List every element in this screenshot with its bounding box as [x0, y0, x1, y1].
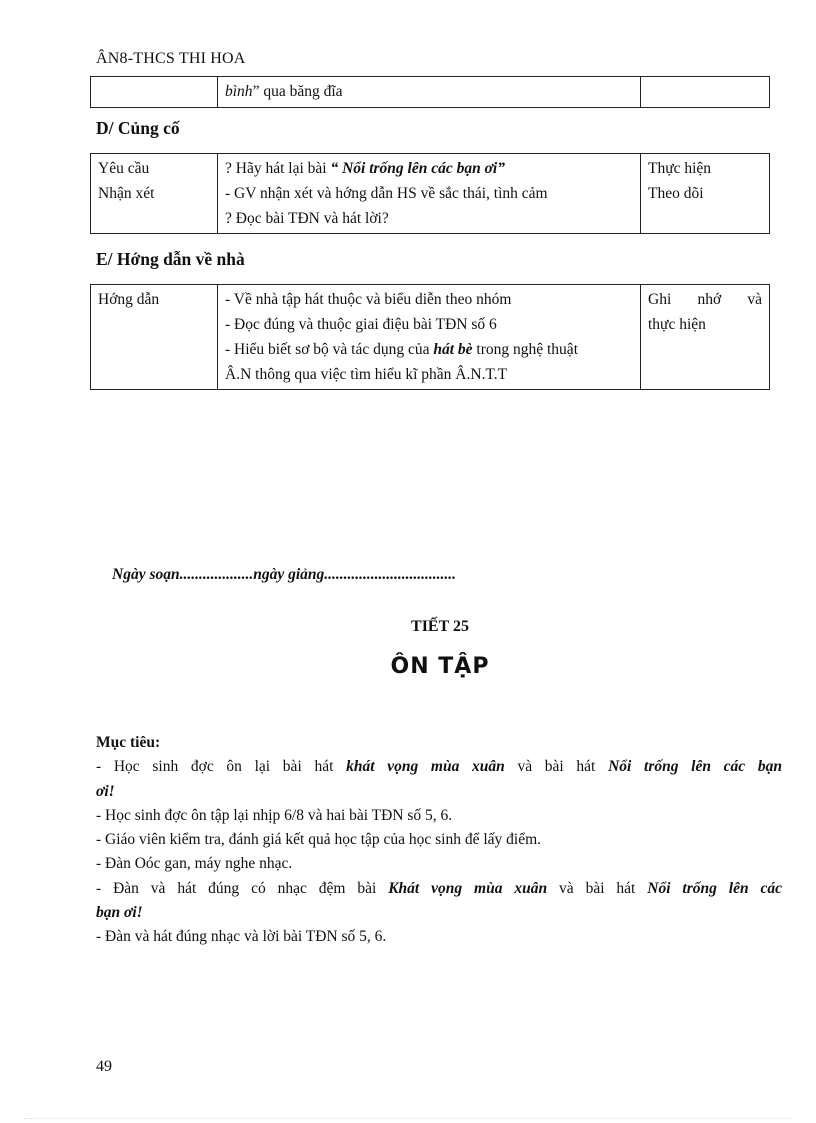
objective-item: - Đàn và hát đúng nhạc và lời bài TĐN số 5, 6. — [96, 928, 387, 946]
objectives-block — [96, 731, 782, 950]
cell-text: thực hiện — [648, 316, 706, 333]
objective-continuation: bạn ơi! — [96, 904, 143, 922]
song-title: Nổi trống lên các — [647, 879, 782, 897]
cell-text: - Đọc đúng và thuộc giai điệu bài TĐN số 6 — [225, 316, 497, 333]
cell-text: qua băng đĩa — [259, 83, 343, 100]
cell-text: ? Hãy hát lại bài — [225, 160, 331, 177]
objective-item — [96, 755, 782, 779]
cell-text: - GV nhận xét và hớng dẫn HS về sắc thái, tình cảm — [225, 185, 548, 202]
table-cell — [218, 154, 641, 234]
consolidation-table — [90, 153, 770, 234]
objective-text: và bài hát — [504, 758, 609, 776]
emphasis-text: hát bè — [433, 341, 473, 358]
objective-text: và bài hát — [547, 879, 648, 897]
lesson-table-continued — [90, 76, 770, 108]
table-cell — [641, 77, 770, 108]
footer-divider — [24, 1118, 792, 1119]
table-cell — [91, 154, 218, 234]
objective-item — [96, 877, 782, 901]
lesson-title: ÔN TẬP — [390, 654, 490, 679]
objective-item: - Đàn Oóc gan, máy nghe nhạc. — [96, 855, 293, 873]
table-cell — [641, 154, 770, 234]
table-cell — [218, 285, 641, 390]
song-title: Nổi trống lên các bạn — [608, 758, 782, 776]
cell-text: ? Đọc bài TĐN và hát lời? — [225, 210, 389, 227]
song-fragment: bình — [225, 83, 253, 100]
table-cell — [91, 285, 218, 390]
objective-item: - Giáo viên kiểm tra, đánh giá kết quả học tập của học sinh để lấy điểm. — [96, 831, 542, 849]
objectives-label: Mục tiêu: — [96, 734, 161, 751]
table-cell — [91, 77, 218, 108]
table-cell — [218, 77, 641, 108]
objective-continuation: ơi! — [96, 782, 115, 800]
lesson-number: TIẾT 25 — [411, 618, 469, 635]
table-row — [91, 154, 770, 234]
cell-text: trong nghệ thuật — [472, 341, 578, 358]
cell-text: Nhận xét — [98, 185, 155, 202]
cell-text: Theo dõi — [648, 185, 704, 202]
table-cell — [641, 285, 770, 390]
objective-text: - Học sinh đợc ôn lại bài hát — [96, 758, 347, 776]
cell-text: - Về nhà tập hát thuộc và biểu diễn theo nhóm — [225, 291, 512, 308]
song-title: khát vọng mùa xuân — [346, 758, 505, 776]
date-line: Ngày soạn...................ngày giảng.................................. — [112, 566, 457, 583]
quote-mark: ” — [252, 83, 260, 100]
objective-item: - Học sinh đợc ôn tập lại nhịp 6/8 và hai bài TĐN số 5, 6. — [96, 806, 453, 824]
table-row — [91, 77, 770, 108]
section-d-heading: D/ Củng cố — [96, 118, 180, 138]
cell-text: Ghi nhớ và — [648, 291, 762, 308]
objective-text: - Đàn và hát đúng có nhạc đệm bài — [96, 879, 389, 897]
song-title: “ Nổi trống lên các bạn ơi” — [330, 160, 505, 177]
cell-text: Thực hiện — [648, 160, 712, 177]
cell-text: - Hiểu biết sơ bộ và tác dụng của — [225, 341, 434, 358]
table-row — [91, 285, 770, 390]
cell-text: Yêu cầu — [98, 160, 150, 177]
homework-table — [90, 284, 770, 390]
page-number: 49 — [96, 1058, 112, 1075]
running-header: ÂN8-THCS THI HOA — [96, 50, 246, 67]
cell-text: Â.N thông qua việc tìm hiểu kĩ phần Â.N.T.T — [225, 366, 508, 383]
cell-text: Hớng dẫn — [98, 291, 160, 308]
section-e-heading: E/ Hớng dẫn về nhà — [96, 249, 245, 269]
song-title: Khát vọng mùa xuân — [388, 879, 548, 897]
